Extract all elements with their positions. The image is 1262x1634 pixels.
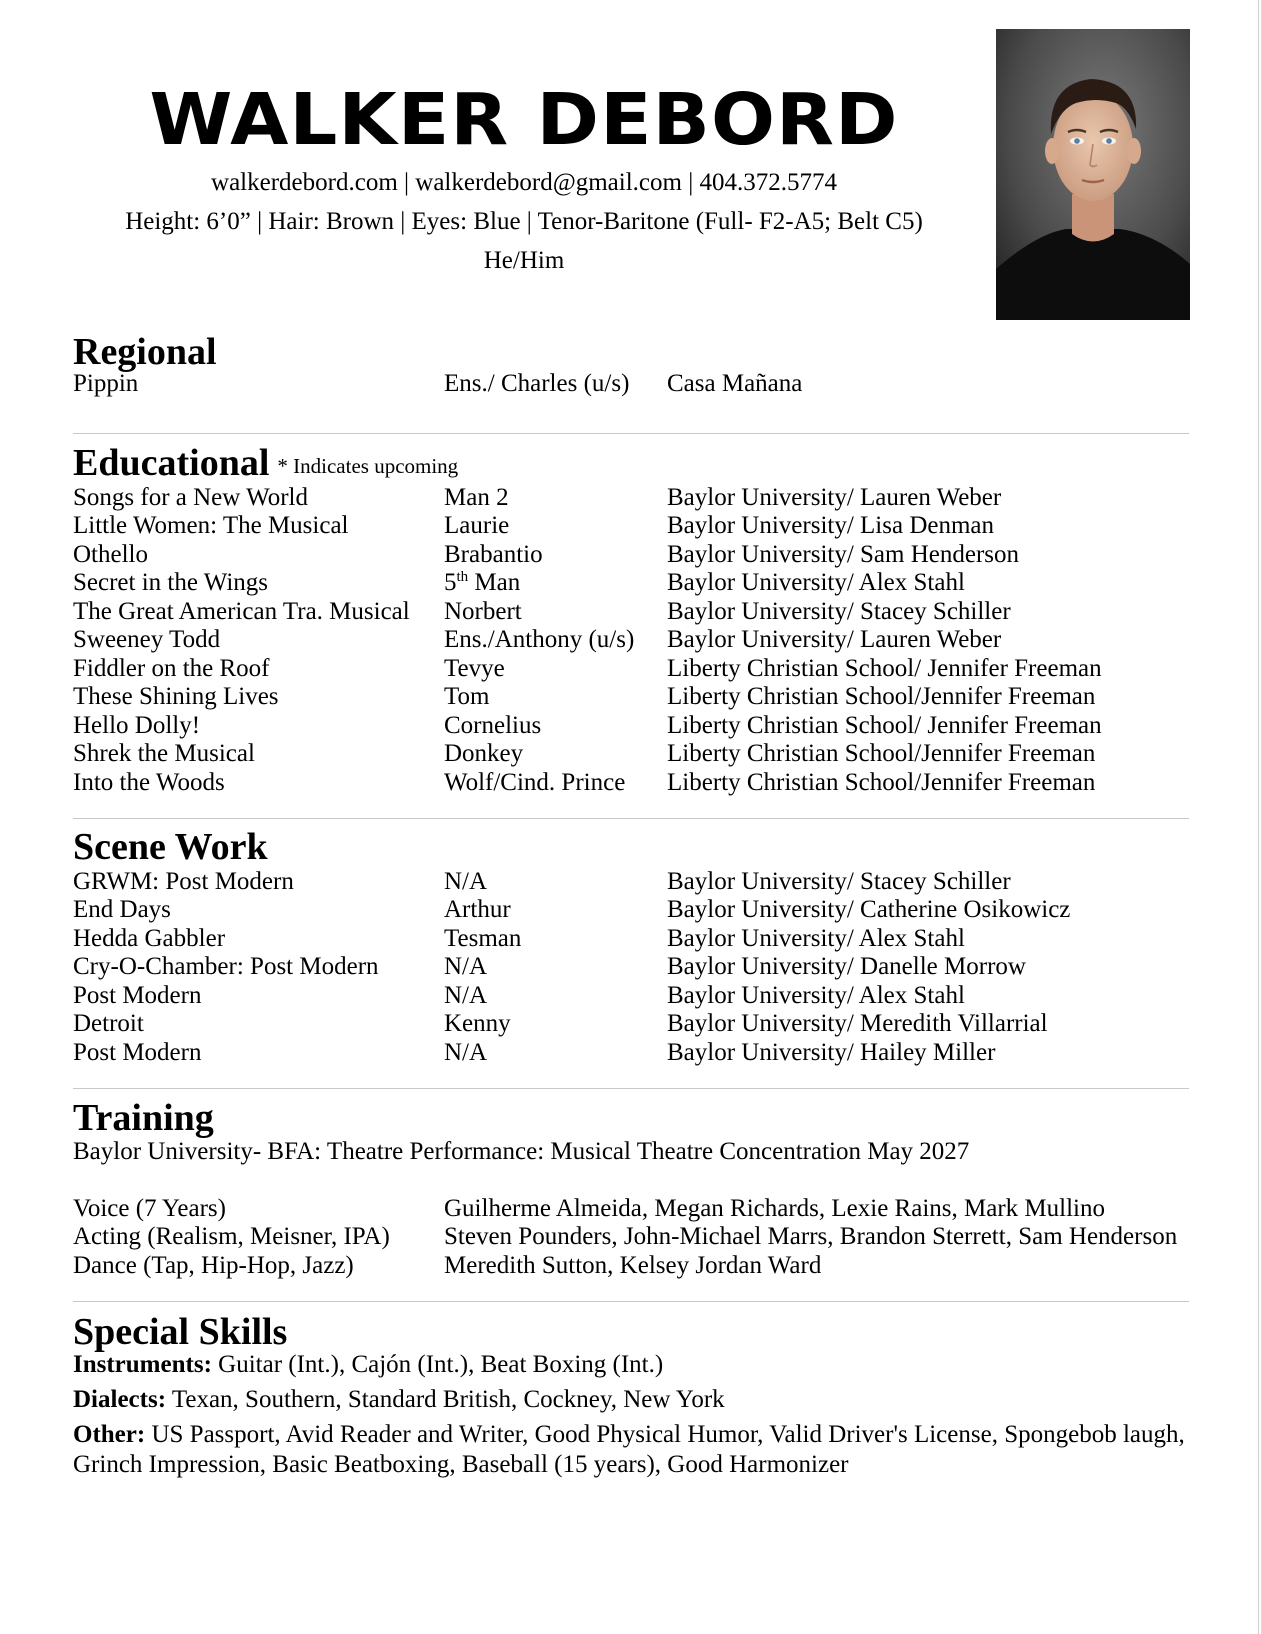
venue: Baylor University/ Danelle Morrow: [667, 953, 1026, 980]
show-title: Hello Dolly!: [73, 712, 201, 739]
venue: Baylor University/ Alex Stahl: [667, 982, 965, 1009]
table-row: [73, 626, 1193, 654]
training-row: [73, 1252, 1193, 1280]
page-edge-inner: [1258, 0, 1259, 1634]
headshot-photo: [996, 29, 1190, 320]
role-ordinal: 5: [444, 569, 457, 596]
table-row: [73, 655, 1193, 683]
venue: Baylor University/ Sam Henderson: [667, 541, 1020, 568]
venue: Baylor University/ Stacey Schiller: [667, 868, 1011, 895]
role-name: Man: [468, 569, 521, 596]
training-teachers: Guilherme Almeida, Megan Richards, Lexie Rains, Mark Mullino: [444, 1195, 1105, 1222]
venue: Liberty Christian School/Jennifer Freeman: [667, 683, 1096, 710]
role: Laurie: [444, 512, 510, 539]
venue: Casa Mañana: [667, 370, 803, 397]
training-teachers: Meredith Sutton, Kelsey Jordan Ward: [444, 1252, 822, 1279]
venue: Baylor University/ Lisa Denman: [667, 512, 995, 539]
show-title: Post Modern: [73, 1039, 202, 1066]
role: Arthur: [444, 896, 511, 923]
section-divider: [73, 818, 1189, 819]
training-area: Dance (Tap, Hip-Hop, Jazz): [73, 1252, 354, 1279]
show-title: Into the Woods: [73, 769, 225, 796]
show-title: Songs for a New World: [73, 484, 308, 511]
contact-info: walkerdebord.com | walkerdebord@gmail.com | 404.372.5774: [211, 169, 837, 196]
venue: Baylor University/ Meredith Villarrial: [667, 1010, 1048, 1037]
pronouns: He/Him: [483, 247, 565, 274]
skill-value: US Passport, Avid Reader and Writer, Good Physical Humor, Valid Driver's License, Spongebob laugh, Grinch Impression, Basic Beatboxing, Baseball (15 years), Good Harmonizer: [73, 1421, 1191, 1478]
section-divider: [73, 433, 1189, 434]
venue: Baylor University/ Lauren Weber: [667, 484, 1002, 511]
table-row: [73, 740, 1193, 768]
skill-label: Other:: [73, 1421, 146, 1448]
physical-stats: Height: 6’0” | Hair: Brown | Eyes: Blue | Tenor-Baritone (Full- F2-A5; Belt C5): [125, 208, 923, 235]
role: N/A: [444, 868, 488, 895]
venue: Baylor University/ Stacey Schiller: [667, 598, 1011, 625]
role: Tom: [444, 683, 490, 710]
skill-instruments: [73, 1350, 1203, 1380]
table-row: [73, 712, 1193, 740]
skill-other: [73, 1420, 1203, 1480]
section-title-educational: [73, 444, 458, 482]
table-row: [73, 1010, 1193, 1038]
training-row: [73, 1223, 1193, 1251]
role: Cornelius: [444, 712, 542, 739]
role-ordinal-suffix: th: [456, 569, 469, 585]
table-row: [73, 953, 1193, 981]
show-title: Pippin: [73, 370, 139, 397]
role: Brabantio: [444, 541, 543, 568]
show-title: Shrek the Musical: [73, 740, 255, 767]
section-title-training: Training: [73, 1097, 214, 1139]
venue: Baylor University/ Alex Stahl: [667, 569, 965, 596]
venue: Baylor University/ Lauren Weber: [667, 626, 1002, 653]
table-row: [73, 569, 1193, 597]
show-title: Hedda Gabbler: [73, 925, 226, 952]
table-row: [73, 598, 1193, 626]
show-title: Little Women: The Musical: [73, 512, 349, 539]
upcoming-note: * Indicates upcoming: [277, 454, 459, 478]
venue: Liberty Christian School/Jennifer Freeman: [667, 769, 1096, 796]
venue: Liberty Christian School/ Jennifer Freeman: [667, 712, 1102, 739]
role: Kenny: [444, 1010, 511, 1037]
role: [444, 569, 520, 597]
role: Donkey: [444, 740, 524, 767]
role: Ens./Anthony (u/s): [444, 626, 635, 653]
show-title: GRWM: Post Modern: [73, 868, 294, 895]
skill-label: Instruments:: [73, 1351, 212, 1378]
show-title: Detroit: [73, 1010, 144, 1037]
table-row: [73, 896, 1193, 924]
section-divider: [73, 1301, 1189, 1302]
role: N/A: [444, 982, 488, 1009]
venue: Liberty Christian School/ Jennifer Freeman: [667, 655, 1102, 682]
table-row: [73, 683, 1193, 711]
show-title: These Shining Lives: [73, 683, 279, 710]
role: Man 2: [444, 484, 509, 511]
show-title: Post Modern: [73, 982, 202, 1009]
role: Ens./ Charles (u/s): [444, 370, 630, 397]
training-degree: Baylor University- BFA: Theatre Performance: Musical Theatre Concentration May 2027: [73, 1138, 970, 1165]
table-row: [73, 1039, 1193, 1067]
venue: Liberty Christian School/Jennifer Freeman: [667, 740, 1096, 767]
section-title-text: Educational: [73, 442, 270, 484]
role: Wolf/Cind. Prince: [444, 769, 626, 796]
skill-value: Guitar (Int.), Cajón (Int.), Beat Boxing (Int.): [211, 1351, 664, 1378]
training-row: [73, 1195, 1193, 1223]
venue: Baylor University/ Alex Stahl: [667, 925, 965, 952]
table-row: [73, 982, 1193, 1010]
show-title: The Great American Tra. Musical: [73, 598, 410, 625]
table-row: [73, 484, 1193, 512]
skill-dialects: [73, 1385, 1203, 1415]
section-divider: [73, 1088, 1189, 1089]
table-row: [73, 769, 1193, 797]
table-row: [73, 512, 1193, 540]
show-title: Cry-O-Chamber: Post Modern: [73, 953, 379, 980]
skill-label: Dialects:: [73, 1386, 167, 1413]
skill-value: Texan, Southern, Standard British, Cockney, New York: [166, 1386, 725, 1413]
role: Tevye: [444, 655, 505, 682]
section-title-regional: Regional: [73, 331, 217, 373]
show-title: Secret in the Wings: [73, 569, 269, 596]
show-title: Fiddler on the Roof: [73, 655, 270, 682]
training-area: Voice (7 Years): [73, 1195, 226, 1222]
table-row: [73, 868, 1193, 896]
show-title: Sweeney Todd: [73, 626, 221, 653]
role: N/A: [444, 953, 488, 980]
venue: Baylor University/ Hailey Miller: [667, 1039, 996, 1066]
resume-name: WALKER DEBORD: [149, 78, 899, 161]
role: N/A: [444, 1039, 488, 1066]
role: Tesman: [444, 925, 522, 952]
training-teachers: Steven Pounders, John-Michael Marrs, Brandon Sterrett, Sam Henderson: [444, 1223, 1178, 1250]
show-title: End Days: [73, 896, 171, 923]
show-title: Othello: [73, 541, 148, 568]
venue: Baylor University/ Catherine Osikowicz: [667, 896, 1071, 923]
table-row: [73, 370, 1193, 398]
table-row: [73, 925, 1193, 953]
section-title-special-skills: Special Skills: [73, 1311, 288, 1353]
section-title-scene-work: Scene Work: [73, 826, 268, 868]
table-row: [73, 541, 1193, 569]
role: Norbert: [444, 598, 522, 625]
training-area: Acting (Realism, Meisner, IPA): [73, 1223, 390, 1250]
